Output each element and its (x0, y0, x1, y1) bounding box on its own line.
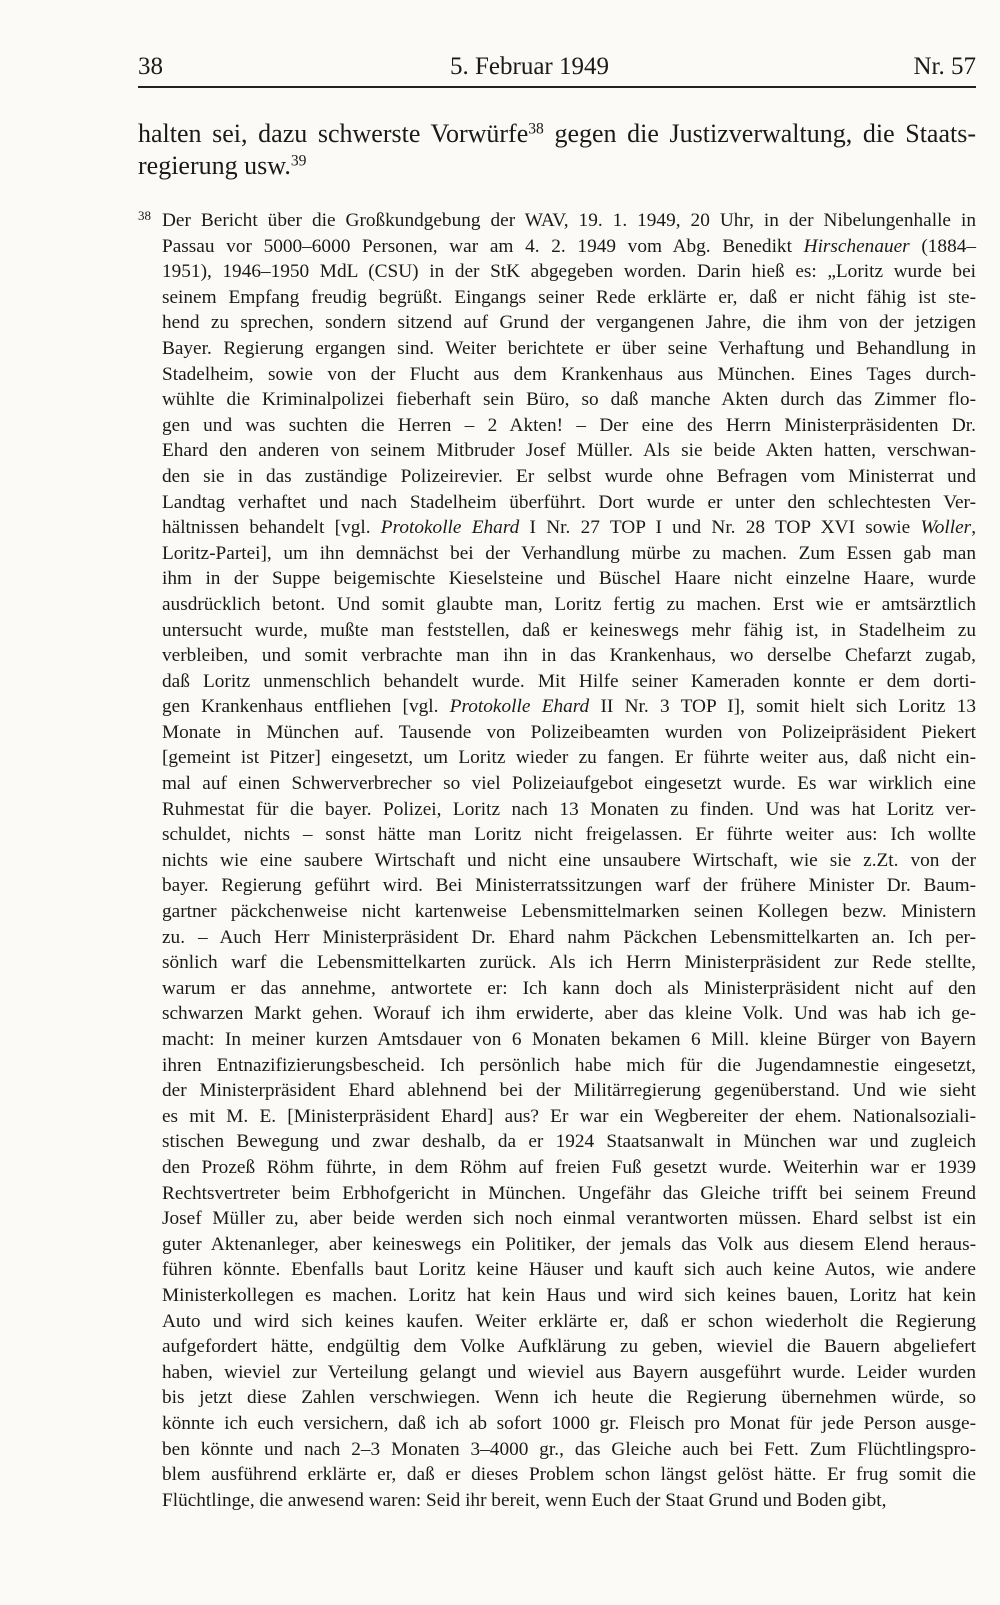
footnote-line (138, 976, 976, 1002)
footnote-line-text: mal auf einen Schwerverbrecher so viel Polizeiaufgebot eingesetzt wurde. Es war wirklich eine (162, 773, 976, 795)
footnote-line-text: seinem Empfang freudig begrüßt. Eingangs seiner Rede erklärte er, daß er nicht fähig ist ste- (162, 286, 976, 308)
footnote-line-text: Loritz-Partei], um ihn demnächst bei der Verhandlung mürbe zu machen. Zum Essen gab man (162, 542, 976, 564)
source-citation: Protokolle Ehard (380, 517, 520, 539)
footnote-line (138, 771, 976, 797)
footnote-text (138, 208, 976, 1513)
footnote-line-text: bis jetzt diese Zahlen verschwiegen. Wenn ich heute die Regierung übernehmen würde, so (162, 1387, 976, 1409)
footnote-line-text: Monate in München auf. Tausende von Polizeibeamten wurden von Polizeipräsident Piekert (162, 721, 976, 743)
footnote-line-text: Rechtsvertreter beim Erbhofgericht in München. Ungefähr das Gleiche trifft bei seinem Freund (162, 1182, 976, 1204)
main-text (138, 118, 976, 182)
footnote-line-text: den Prozeß Röhm führte, in dem Röhm auf freien Fuß gesetzt wurde. Weiterhin war er 1939 (162, 1156, 976, 1178)
footnote-line (138, 1360, 976, 1386)
source-citation: Protokolle Ehard (449, 696, 590, 718)
footnote-reference-39: 39 (290, 152, 307, 170)
footnote-line (138, 1309, 976, 1335)
footnote-line (138, 413, 976, 439)
footnote-line-text: Passau vor 5000–6000 Personen, war am 4. 2. 1949 vom Abg. Benedikt (162, 235, 804, 257)
footnote-line-text: gartner päckchenweise nicht kartenweise Lebensmittelmarken seinen Kollegen bezw. Ministern (162, 901, 976, 923)
footnote-line-text: den sie in das zuständige Polizeirevier. Er selbst wurde ohne Befragen vom Ministerrat und (162, 465, 976, 487)
footnote-line (138, 490, 976, 516)
footnote-line-text: ihm in der Suppe beigemischte Kieselsteine und Büschel Haare nicht einzelne Haare, wurde (162, 568, 976, 590)
footnote-line-text: gen Krankenhaus entfliehen [vgl. (162, 696, 450, 718)
footnote-line-text: bayer. Regierung geführt wird. Bei Ministerratssitzungen warf der frühere Minister Dr. Baum- (162, 875, 976, 897)
footnote-line (138, 387, 976, 413)
footnote-line (138, 1385, 976, 1411)
footnote-line (138, 1155, 976, 1181)
footnote-line-text: sönlich warf die Lebensmittelkarten zurück. Als ich Herrn Ministerpräsident zur Rede stellte, (162, 952, 976, 974)
footnote-line (138, 362, 976, 388)
footnote-line-text: aufgefordert hätte, endgültig dem Volke Aufklärung zu geben, wieviel die Bauern abgeliefert (162, 1336, 976, 1358)
footnote-line-text: , (971, 517, 977, 539)
footnote-line-text: führen könnte. Ebenfalls baut Loritz keine Häuser und kauft sich auch keine Autos, wie andere (162, 1259, 976, 1281)
footnote-line-text: Ruhmestat für die bayer. Polizei, Loritz nach 13 Monaten zu finden. Und was hat Loritz ver- (162, 798, 976, 820)
footnote-line (138, 1206, 976, 1232)
footnote-line (138, 1488, 976, 1514)
source-citation: Woller (920, 517, 972, 539)
footnote-line (138, 873, 976, 899)
footnote-line (138, 848, 976, 874)
footnote-line-text: warum er das annehme, antwortete er: Ich kann doch als Ministerpräsident nicht auf den (162, 977, 976, 999)
footnote-line-text: I Nr. 27 TOP I und Nr. 28 TOP XVI sowie (519, 517, 921, 539)
footnote-line-text: hend zu sprechen, sondern sitzend auf Grund der vergangenen Jahre, die ihm von der jetzigen (162, 312, 976, 334)
footnote-line (138, 1283, 976, 1309)
footnote-line-text: (1884– (909, 235, 976, 257)
footnote-line (138, 1437, 976, 1463)
footnote-line (138, 1257, 976, 1283)
header-issue-number: Nr. 57 (913, 53, 976, 80)
footnote-line-text: Josef Müller zu, aber beide werden sich noch einmal verantworten müssen. Ehard selbst ist ein (162, 1208, 976, 1230)
footnote-line-text: untersucht wurde, mußte man feststellen, daß er keineswegs mehr fähig ist, in Stadelheim zu (162, 619, 976, 641)
footnote-line (138, 1001, 976, 1027)
footnote-line-text: Ministerkollegen es machen. Loritz hat kein Haus und wird sich keines bauen, Loritz hat kein (162, 1284, 976, 1306)
footnote-line (138, 464, 976, 490)
footnote-line (138, 643, 976, 669)
footnote-line-text: schwarzen Markt gehen. Worauf ich ihm erwiderte, aber das kleine Volk. Und was hab ich ge- (162, 1003, 976, 1025)
footnote-line (138, 669, 976, 695)
main-text-line (138, 150, 976, 182)
footnote-line-text: 1951), 1946–1950 MdL (CSU) in der StK abgegeben worden. Darin hieß es: „Loritz wurde bei (162, 261, 976, 283)
main-text-fragment: halten sei, dazu schwerste Vorwürfe (138, 119, 529, 148)
footnote-line-text: Bayer. Regierung ergangen sind. Weiter berichtete er über seine Verhaftung und Behandlung in (162, 337, 976, 359)
footnote-line-text: [gemeint ist Pitzer] eingesetzt, um Loritz wieder zu fangen. Er führte weiter aus, daß nicht ein- (162, 747, 976, 769)
running-header (138, 50, 976, 88)
footnote-reference-38: 38 (528, 120, 544, 138)
main-text-line (138, 118, 976, 150)
main-text-fragment: regierung usw. (138, 151, 291, 180)
footnote-38 (138, 208, 976, 1513)
footnote-line (138, 208, 976, 234)
footnote-line (138, 1078, 976, 1104)
footnote-line (138, 566, 976, 592)
footnote-line (138, 1053, 976, 1079)
footnote-line-text: II Nr. 3 TOP I], somit hielt sich Loritz 13 (589, 696, 976, 718)
footnote-line (138, 336, 976, 362)
footnote-line (138, 1411, 976, 1437)
footnote-line-text: wühlte die Kriminalpolizei fieberhaft sein Büro, so daß manche Akten durch das Zimmer flo- (162, 389, 976, 411)
footnote-line-text: haben, wieviel zur Verteilung gelangt und wieviel aus Bayern ausgeführt wurde. Leider wurden (162, 1361, 976, 1383)
main-text-fragment: gegen die Justizverwaltung, die Staats- (543, 119, 977, 148)
footnote-line (138, 618, 976, 644)
footnote-line (138, 438, 976, 464)
footnote-line (138, 694, 976, 720)
footnote-line-text: Flüchtlinge, die anwesend waren: Seid ihr bereit, wenn Euch der Staat Grund und Boden gibt, (162, 1489, 887, 1511)
footnote-line (138, 234, 976, 260)
footnote-line-text: daß Loritz unmenschlich behandelt wurde. Mit Hilfe seiner Kameraden konnte er dem dorti- (162, 670, 976, 692)
page-number: 38 (138, 53, 163, 80)
footnote-line-text: Stadelheim, sowie von der Flucht aus dem Krankenhaus aus München. Eines Tages durch- (162, 363, 976, 385)
footnote-line (138, 515, 976, 541)
footnote-line-text: ausdrücklich betont. Und somit glaubte man, Loritz fertig zu machen. Erst wie er amtsärztlich (162, 593, 976, 615)
footnote-line (138, 285, 976, 311)
footnote-line (138, 720, 976, 746)
footnote-line-text: Landtag verhaftet und nach Stadelheim überführt. Dort wurde er unter den schlechtesten Ver- (162, 491, 976, 513)
footnote-line-text: nichts wie eine saubere Wirtschaft und nicht eine unsaubere Wirtschaft, wie sie z.Zt. von der (162, 849, 976, 871)
footnote-line (138, 797, 976, 823)
footnote-line-text: guter Aktenanleger, aber keineswegs ein Politiker, der jemals das Volk aus diesem Elend heraus- (162, 1233, 976, 1255)
footnote-line (138, 1027, 976, 1053)
footnote-line-text: verbleiben, und somit verbrachte man ihn in das Krankenhaus, wo derselbe Chefarzt zugab, (162, 645, 976, 667)
footnote-line-text: ben könnte und nach 2–3 Monaten 3–4000 gr., das Gleiche auch bei Fett. Zum Flüchtlingspro- (162, 1438, 976, 1460)
footnote-line-text: Auto und wird sich keines kaufen. Weiter erklärte er, daß er schon wiederholt die Regierung (162, 1310, 976, 1332)
footnote-line-text: der Ministerpräsident Ehard ablehnend bei der Militärregierung gegenüberstand. Und wie sieht (162, 1080, 976, 1102)
footnote-line (138, 1462, 976, 1488)
footnote-line-text: blem ausführend erklärte er, daß er dieses Problem schon längst gelöst hätte. Er frug somit die (162, 1464, 976, 1486)
footnote-line (138, 592, 976, 618)
footnote-line-text: stischen Bewegung und zwar deshalb, da er 1924 Staatsanwalt in München war und zugleich (162, 1131, 976, 1153)
footnote-line-text: ihren Entnazifizierungsbescheid. Ich persönlich habe mich für die Jugendamnestie eingesetzt, (162, 1054, 976, 1076)
header-date: 5. Februar 1949 (450, 53, 609, 80)
footnote-line (138, 745, 976, 771)
footnote-line-text: Ehard den anderen von seinem Mitbruder Josef Müller. Als sie beide Akten hatten, verschwan- (162, 440, 976, 462)
footnote-line (138, 925, 976, 951)
footnote-line-text: macht: In meiner kurzen Amtsdauer von 6 Monaten bekamen 6 Mill. kleine Bürger von Bayern (162, 1029, 976, 1050)
footnote-line (138, 541, 976, 567)
footnote-line (138, 1232, 976, 1258)
footnote-line-text: könnte ich euch versichern, daß ich ab sofort 1000 gr. Fleisch pro Monat für jede Person ausge- (162, 1412, 976, 1434)
footnote-line-text: schuldet, nichts – sonst hätte man Loritz nicht freigelassen. Er führte weiter aus: Ich wollte (162, 824, 976, 846)
footnote-line (138, 310, 976, 336)
footnote-line (138, 1104, 976, 1130)
footnote-line (138, 1334, 976, 1360)
footnote-line-text: Der Bericht über die Großkundgebung der WAV, 19. 1. 1949, 20 Uhr, in der Nibelungenhalle in (162, 210, 976, 231)
footnote-line (138, 822, 976, 848)
footnote-line-text: zu. – Auch Herr Ministerpräsident Dr. Ehard nahm Päckchen Lebensmittelkarten an. Ich per- (162, 926, 976, 948)
footnote-line (138, 950, 976, 976)
footnote-line-text: gen und was suchten die Herren – 2 Akten! – Der eine des Herrn Ministerpräsidenten Dr. (162, 414, 976, 436)
footnote-line (138, 259, 976, 285)
person-name: Hirschenauer (803, 235, 910, 257)
footnote-line (138, 899, 976, 925)
footnote-line (138, 1129, 976, 1155)
footnote-line-text: hältnissen behandelt [vgl. (162, 517, 381, 539)
footnote-marker: 38 (138, 208, 151, 223)
footnote-line (138, 1181, 976, 1207)
footnote-line-text: es mit M. E. [Ministerpräsident Ehard] aus? Er war ein Wegbereiter der ehem. Nationalsoziali- (162, 1105, 976, 1127)
